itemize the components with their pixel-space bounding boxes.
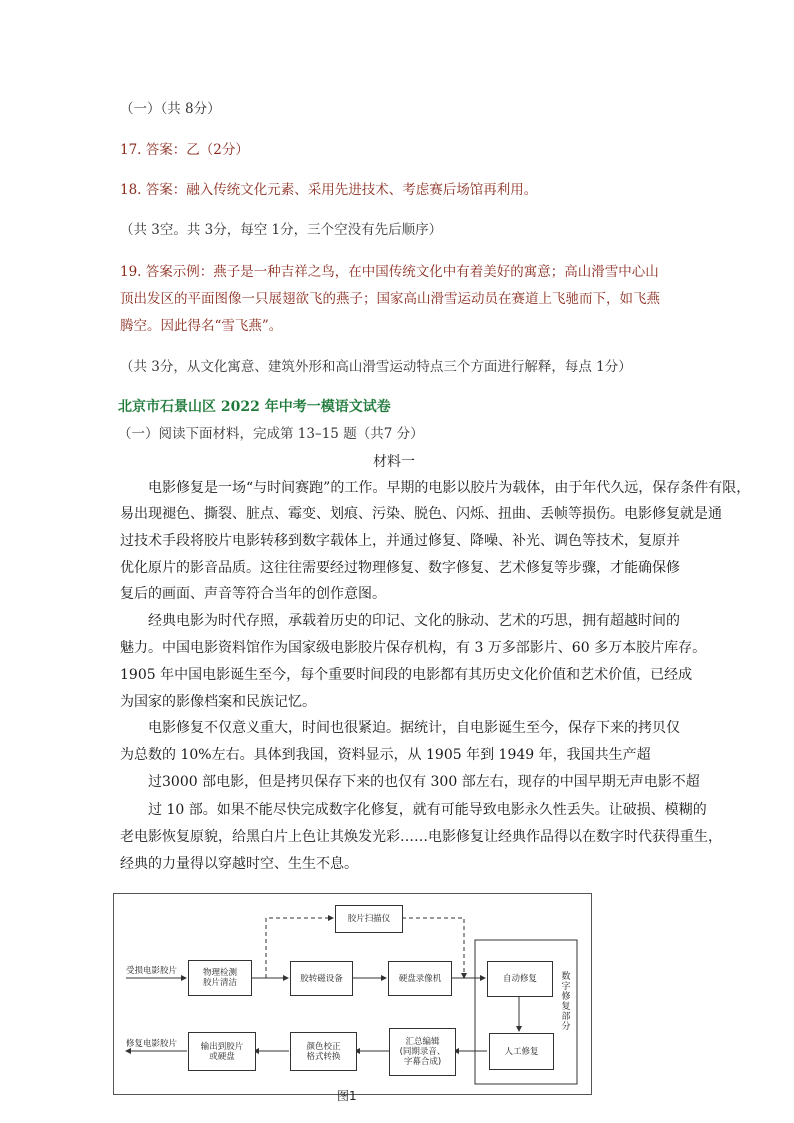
digital-section-label: 数 字 修 复 部 分 (561, 972, 571, 1032)
paragraph-line: 电影修复不仅意义重大，时间也很紧迫。据统计，自电影诞生至今，保存下来的拷贝仅 (148, 720, 680, 736)
paragraph-line: 1905 年中国电影诞生至今，每个重要时间段的电影都有其历史文化价值和艺术价值，已经成 (120, 667, 693, 683)
answer-19-line-2: 顶出发区的平面图像一只展翅欲飞的燕子；国家高山滑雪运动员在赛道上飞驰而下，如飞燕 (120, 291, 660, 307)
paragraph-line: 电影修复是一场“与时间赛跑”的工作。早期的电影以胶片为载体，由于年代久远，保存条件有限， (148, 480, 751, 496)
telecine-box: 胶转磁设备 (290, 961, 353, 996)
figure-caption: 图1 (337, 1089, 357, 1103)
paragraph-line: 过 10 部。如果不能尽快完成数字化修复，就有可能导致电影永久性丢失。让破损、模糊的 (148, 802, 707, 818)
color-correction-box: 颜色校正 格式转换 (290, 1032, 357, 1071)
answer-19-line-1: 19. 答案示例：燕子是一种吉祥之鸟，在中国传统文化中有着美好的寓意；高山滑雪中心山 (120, 264, 659, 280)
answer-18-note: （共 3空。共 3分，每空 1分，三个空没有先后顺序） (120, 222, 443, 238)
output-box: 输出到胶片 或硬盘 (188, 1032, 256, 1071)
paragraph-line: 经典电影为时代存照，承载着历史的印记、文化的脉动、艺术的巧思，拥有超越时间的 (148, 613, 680, 629)
paragraph-line: 老电影恢复原貌，给黑白片上色让其焕发光彩……电影修复让经典作品得以在数字时代获得重生， (120, 829, 722, 845)
paragraph-line: 过技术手段将胶片电影转移到数字载体上，并通过修复、降噪、补光、调色等技术，复原并 (120, 533, 680, 549)
answer-18: 18. 答案：融入传统文化元素、采用先进技术、考虑赛后场馆再利用。 (120, 182, 538, 198)
exam-instruction: （一）阅读下面材料，完成第 13–15 题（共7 分） (118, 426, 424, 442)
film-scanner-box: 胶片扫描仪 (335, 905, 403, 933)
output-label: 修复电影胶片 (126, 1039, 178, 1049)
answer-19-note: （共 3分，从文化寓意、建筑外形和高山滑雪运动特点三个方面进行解释，每点 1分） (120, 359, 632, 375)
auto-restore-box: 自动修复 (487, 961, 553, 997)
paragraph-line: 为总数的 10%左右。具体到我国，资料显示，从 1905 年到 1949 年，我国共生产超 (120, 747, 651, 763)
paragraph-line: 复后的画面、声音等符合当年的创作意图。 (120, 586, 386, 602)
answer-17: 17. 答案：乙（2分） (120, 142, 249, 158)
paragraph-line: 为国家的影像档案和民族记忆。 (120, 694, 316, 710)
paragraph-line: 魅力。中国电影资料馆作为国家级电影胶片保存机构，有 3 万多部影片、60 多万本胶片库存。 (120, 640, 707, 656)
paragraph-line: 经典的力量得以穿越时空、生生不息。 (120, 856, 358, 872)
disk-recorder-box: 硬盘录像机 (388, 961, 452, 996)
film-restoration-flowchart (113, 893, 592, 1095)
input-label: 受损电影胶片 (126, 966, 178, 976)
paragraph-line: 优化原片的影音品质。这往往需要经过物理修复、数字修复、艺术修复等步骤，才能确保修 (120, 560, 680, 576)
exam-title: 北京市石景山区 2022 年中考一模语文试卷 (118, 399, 391, 415)
paragraph-line: 易出现褪色、撕裂、脏点、霉变、划痕、污染、脱色、闪烁、扭曲、丢帧等损伤。电影修复就是通 (120, 506, 722, 522)
answer-19-line-3: 腾空。因此得名“雪飞燕”。 (120, 318, 283, 334)
section-header: （一）（共 8分） (120, 101, 221, 117)
material-title: 材料一 (373, 454, 415, 470)
physical-check-box: 物理检测 胶片清洁 (188, 960, 252, 996)
edit-summary-box: 汇总编辑 (同期录音、 字幕合成) (389, 1028, 456, 1076)
paragraph-line: 过3000 部电影，但是拷贝保存下来的也仅有 300 部左右，现存的中国早期无声电影不超 (148, 774, 700, 790)
manual-restore-box: 人工修复 (489, 1033, 554, 1070)
